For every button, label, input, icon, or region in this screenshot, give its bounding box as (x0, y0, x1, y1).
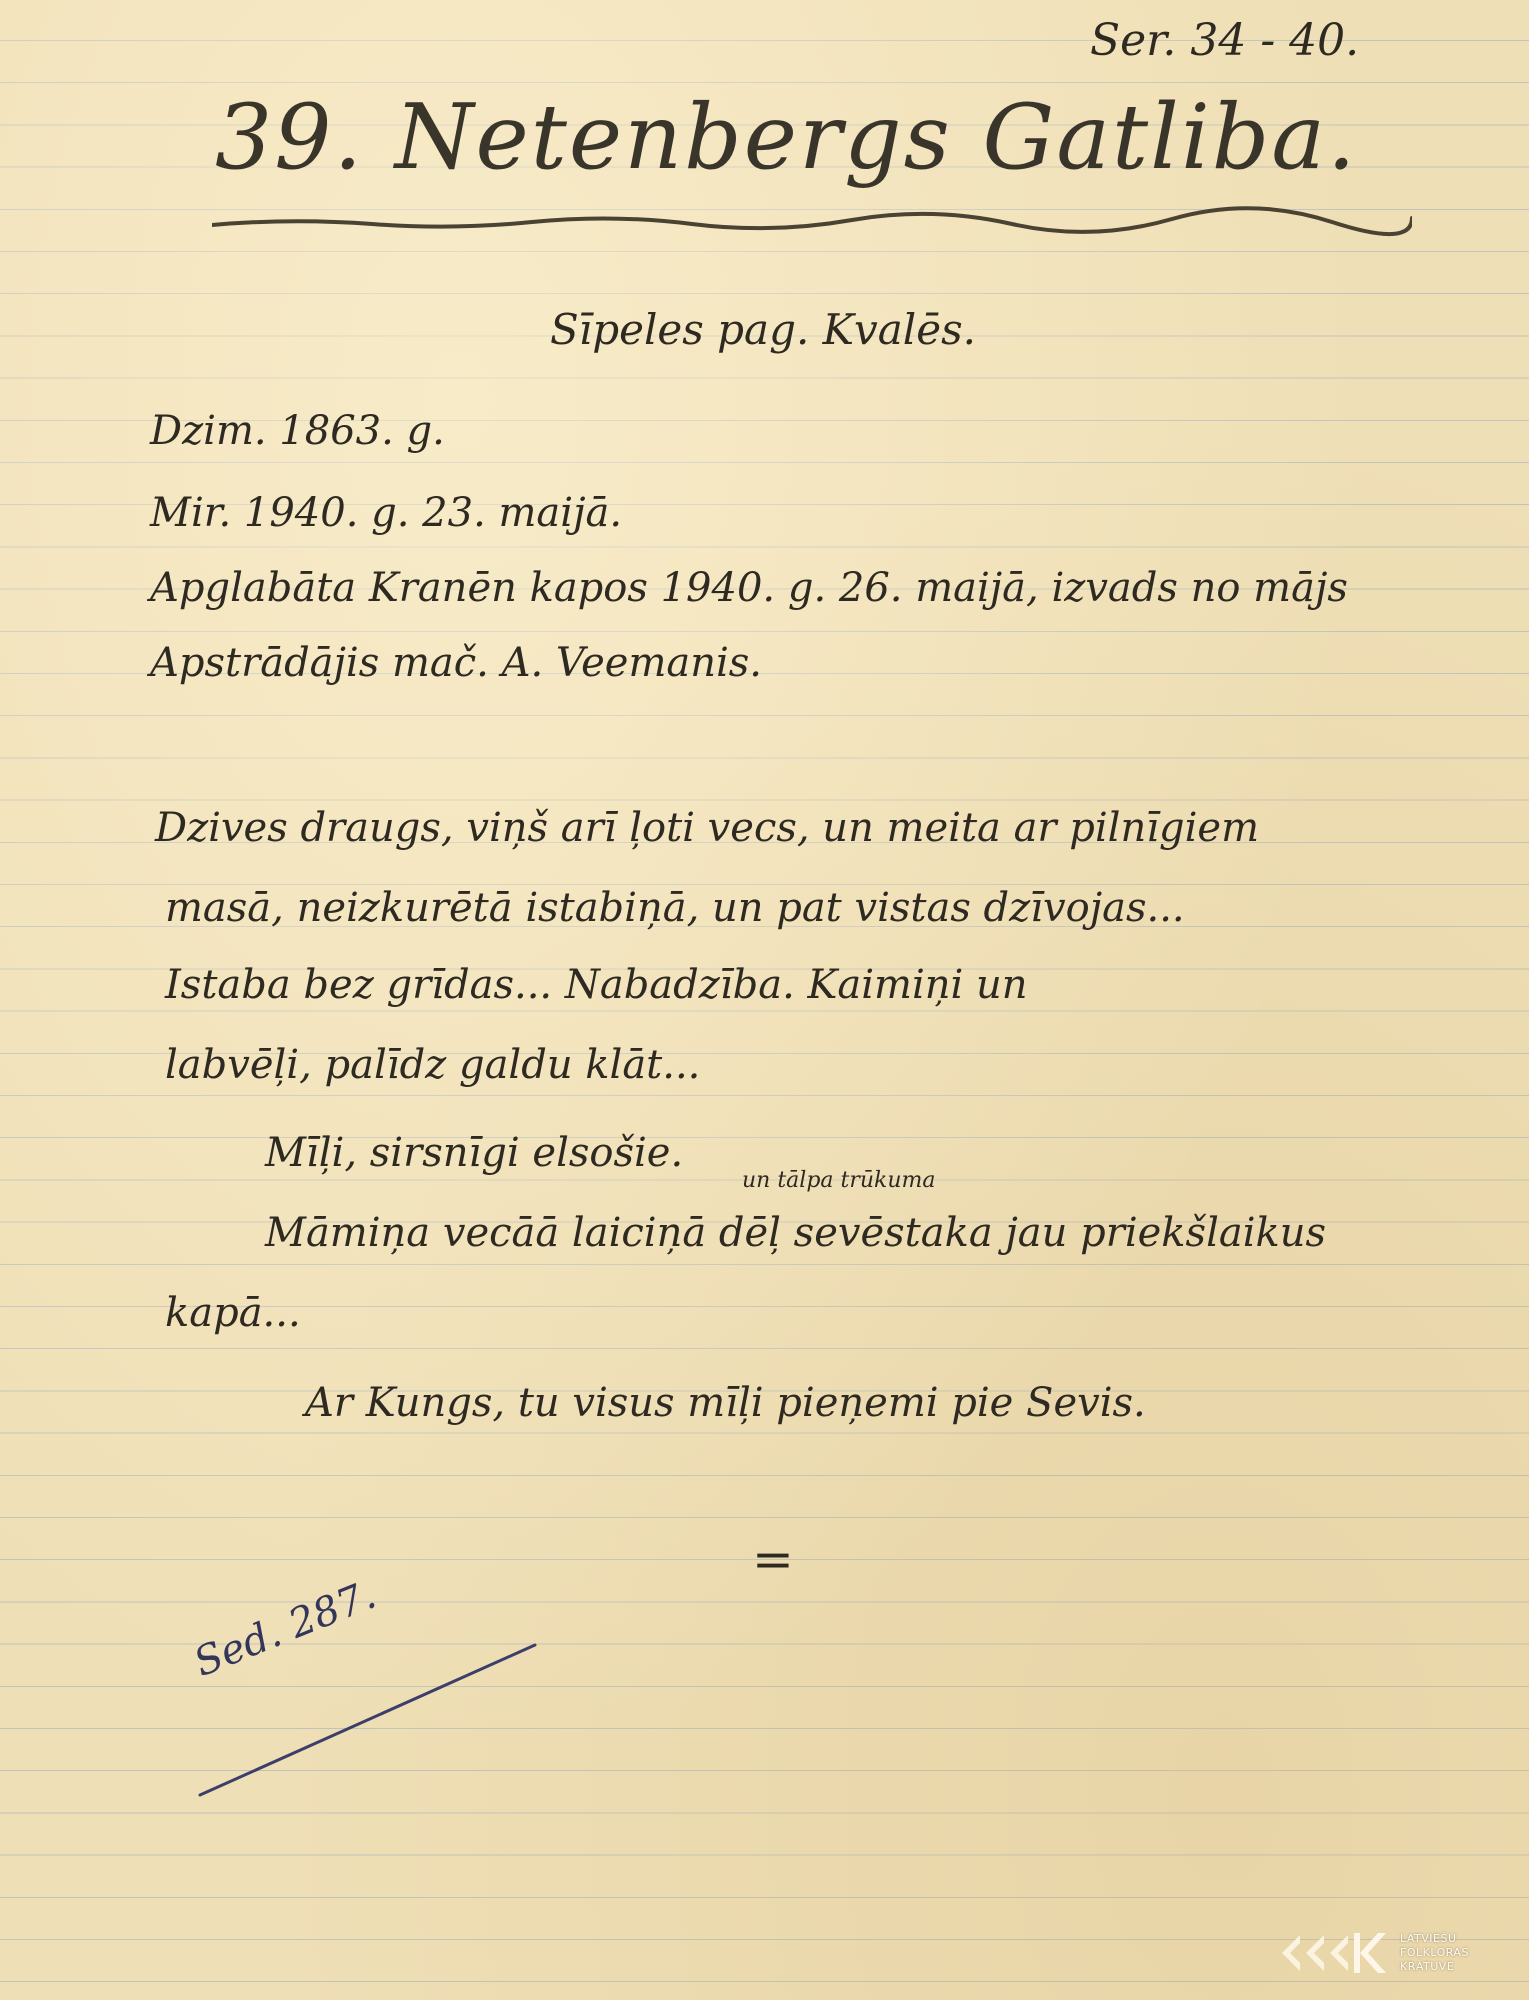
archive-logo-icon (1272, 1921, 1392, 1985)
archive-slash-line (195, 1640, 545, 1800)
archive-watermark (1272, 1913, 1522, 1993)
series-reference: Ser. 34 - 40. (1090, 15, 1360, 66)
page-title: 39. Netenbergs Gatliba. (215, 85, 1358, 190)
archive-name (1400, 1932, 1469, 1974)
paragraph-line: Māmiņa vecāā laiciņā dēļ sevēstaka jau priekšlaikus (265, 1210, 1327, 1256)
birth-line: Dzim. 1863. g. (150, 408, 445, 454)
archive-name-line: LATVIEŠU (1400, 1932, 1457, 1945)
paragraph-line: Dzives draugs, viņš arī ļoti vecs, un meita ar pilnīgiem (155, 805, 1260, 851)
interlinear-insertion: un tālpa trūkuma (742, 1168, 936, 1193)
archive-number: Sed. 287. (187, 1571, 383, 1686)
archive-name-line: FOLKLORAS (1400, 1946, 1469, 1959)
paragraph-line: Ar Kungs, tu visus mīļi pieņemi pie Sevis. (305, 1380, 1146, 1426)
archive-name-line: KRĀTUVE (1400, 1960, 1455, 1973)
paragraph-line: Mīļi, sirsnīgi elsošie. (265, 1130, 684, 1176)
officiant-line: Apstrādājis mač. A. Veemanis. (150, 640, 763, 686)
death-line: Mir. 1940. g. 23. maijā. (150, 490, 623, 536)
title-underline (212, 200, 1412, 240)
paragraph-line: kapā... (165, 1290, 301, 1336)
place-line: Sīpeles pag. Kvalēs. (550, 305, 976, 354)
paragraph-line: masā, neizkurētā istabiņā, un pat vistas dzīvojas... (165, 885, 1185, 931)
end-mark: = (752, 1530, 794, 1588)
paragraph-line: labvēļi, palīdz galdu klāt... (165, 1042, 701, 1088)
paragraph-line: Istaba bez grīdas... Nabadzība. Kaimiņi un (165, 962, 1028, 1008)
burial-line: Apglabāta Kranēn kapos 1940. g. 26. maijā, izvads no mājs (150, 565, 1348, 611)
